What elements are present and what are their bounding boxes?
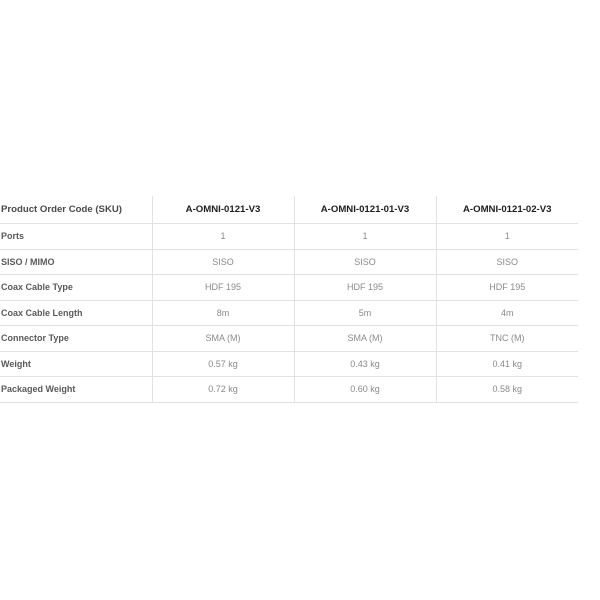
table-cell: 0.72 kg (152, 377, 294, 403)
table-cell: 0.41 kg (436, 351, 578, 377)
table-cell: HDF 195 (436, 275, 578, 301)
spec-table (0, 196, 578, 403)
table-cell: SISO (152, 249, 294, 275)
header-sku-a-omni-0121-01-v3: A-OMNI-0121-01-V3 (294, 196, 436, 224)
row-label-weight: Weight (0, 351, 152, 377)
row-label-coax-cable-type: Coax Cable Type (0, 275, 152, 301)
table-row (0, 275, 578, 301)
table-row (0, 224, 578, 250)
table-row (0, 351, 578, 377)
table-cell: 0.43 kg (294, 351, 436, 377)
row-label-siso-mimo: SISO / MIMO (0, 249, 152, 275)
table-cell: HDF 195 (294, 275, 436, 301)
row-label-packaged-weight: Packaged Weight (0, 377, 152, 403)
header-sku-a-omni-0121-02-v3: A-OMNI-0121-02-V3 (436, 196, 578, 224)
table-cell: 1 (436, 224, 578, 250)
table-row (0, 249, 578, 275)
table-cell: 8m (152, 300, 294, 326)
table-cell: SISO (436, 249, 578, 275)
table-cell: HDF 195 (152, 275, 294, 301)
table-cell: 4m (436, 300, 578, 326)
table-cell: 5m (294, 300, 436, 326)
table-header-row (0, 196, 578, 224)
header-sku-a-omni-0121-v3: A-OMNI-0121-V3 (152, 196, 294, 224)
table-row (0, 326, 578, 352)
table-cell: TNC (M) (436, 326, 578, 352)
header-sku-label: Product Order Code (SKU) (0, 196, 152, 224)
table-cell: SISO (294, 249, 436, 275)
table-cell: SMA (M) (294, 326, 436, 352)
table-cell: 1 (294, 224, 436, 250)
row-label-connector-type: Connector Type (0, 326, 152, 352)
table-cell: SMA (M) (152, 326, 294, 352)
table-row (0, 377, 578, 403)
table-row (0, 300, 578, 326)
table-cell: 0.60 kg (294, 377, 436, 403)
table-cell: 0.57 kg (152, 351, 294, 377)
row-label-coax-cable-length: Coax Cable Length (0, 300, 152, 326)
table-cell: 1 (152, 224, 294, 250)
row-label-ports: Ports (0, 224, 152, 250)
table-cell: 0.58 kg (436, 377, 578, 403)
